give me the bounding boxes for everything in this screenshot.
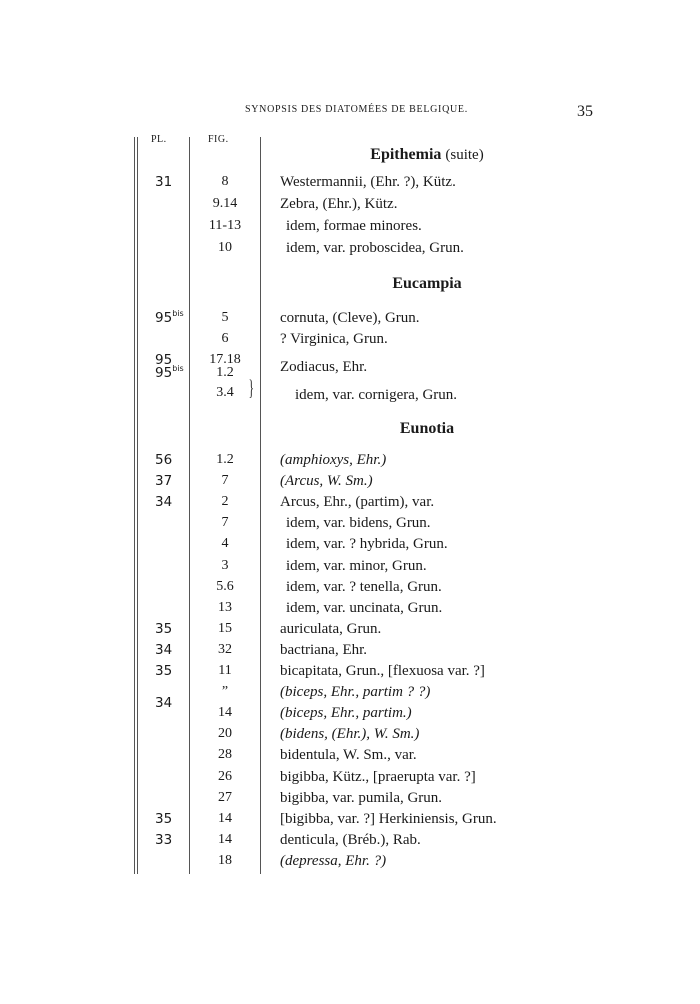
table-row [0,579,700,599]
table-row [0,558,700,578]
fig-value: 3 [221,557,229,573]
table-row [0,515,700,535]
fig-value: 15 [218,620,232,636]
pl-value [155,310,184,326]
table-row [0,310,700,330]
taxon-name: Arcus, Ehr., (partim), var. [280,494,435,511]
fig-value: 20 [218,726,232,742]
fig-value: 2 [221,494,229,510]
pl-superscript: bis [172,364,184,373]
taxon-name: (biceps, Ehr., partim.) [280,705,412,722]
taxon-name: Zodiacus, Ehr. [280,359,368,375]
section-heading-eunotia [262,420,592,438]
table-row [0,240,700,260]
taxon-name: (biceps, Ehr., partim ? ?) [280,684,431,701]
fig-value: 32 [218,641,232,657]
genus-name: Eucampia [392,275,462,292]
fig-value: 26 [218,768,232,784]
table-row [0,726,700,746]
brace-icon: } [248,375,254,400]
section-heading-epithemia [262,146,592,164]
fig-value: 7 [221,515,229,531]
pl-value: 33 [155,831,173,848]
pl-value: 35 [155,620,173,637]
fig-value: 14 [218,831,232,847]
fig-value: 10 [218,240,232,255]
taxon-name: bigibba, Kütz., [praerupta var. ?] [280,768,476,785]
fig-value: 14 [218,705,232,721]
pl-value: 34 [155,494,173,511]
fig-value: 5.6 [216,578,234,594]
page-number: 35 [577,103,593,120]
fig-value: 8 [221,174,229,189]
table-row [0,218,700,238]
table-row [0,790,700,810]
table-row [0,769,700,789]
fig-value: 5 [221,310,229,325]
fig-value: 4 [221,536,229,552]
fig-value: 3.4 [216,385,234,400]
pl-number: 95 [155,365,173,381]
table-row [0,695,700,725]
taxon-name: ? Virginica, Grun. [280,331,388,347]
taxon-name: cornuta, (Cleve), Grun. [280,310,420,326]
table-row [0,621,700,641]
column-header-fig: FIG. [208,134,229,145]
taxon-name: idem, var. ? tenella, Grun. [286,578,442,595]
taxon-name: bicapitata, Grun., [flexuosa var. ?] [280,663,485,679]
pl-number: 95 [155,310,173,326]
table-row [0,174,700,194]
fig-value: 27 [218,789,232,805]
table-row [0,642,700,662]
taxon-name: Zebra, (Ehr.), Kütz. [280,196,398,212]
table-row [0,452,700,472]
section-heading-eucampia [262,275,592,293]
taxon-name: auriculata, Grun. [280,620,382,637]
taxon-name: [bigibba, var. ?] Herkiniensis, Grun. [280,810,497,827]
genus-suffix: (suite) [445,147,484,163]
fig-value: 9.14 [212,196,238,211]
table-row [0,832,700,852]
taxon-name: (bidens, (Ehr.), W. Sm.) [280,726,420,743]
pl-value: 37 [155,473,173,490]
table-row [0,747,700,767]
pl-value [155,365,184,381]
table-row [0,196,700,216]
table-row [0,385,700,405]
pl-value: 31 [155,174,173,190]
pl-value: 56 [155,452,173,468]
table-row [0,494,700,514]
taxon-name: (depressa, Ehr. ?) [280,852,387,869]
taxon-name: idem, var. uncinata, Grun. [286,599,443,616]
fig-value: 6 [221,331,229,346]
taxon-name: Westermannii, (Ehr. ?), Kütz. [280,174,456,190]
taxon-name: (amphioxys, Ehr.) [280,452,387,468]
taxon-name: denticula, (Bréb.), Rab. [280,831,421,848]
fig-value: 17.18 [209,352,241,367]
fig-value: 13 [218,599,232,615]
fig-value: 14 [218,810,232,826]
table-row [0,331,700,351]
genus-name: Eunotia [399,420,455,437]
taxon-name: idem, var. ? hybrida, Grun. [286,536,448,553]
table-row [0,473,700,493]
taxon-name: idem, var. cornigera, Grun. [295,387,458,403]
fig-value: 18 [218,852,232,868]
fig-value: 7 [221,473,229,489]
fig-value: 1.2 [216,452,234,467]
fig-value: 1.2 [216,365,234,380]
taxon-name: idem, var. bidens, Grun. [286,515,431,532]
taxon-name: bidentula, W. Sm., var. [280,747,417,764]
table-row [0,811,700,831]
pl-value: 35 [155,810,173,827]
fig-value: 28 [218,747,232,763]
taxon-name: (Arcus, W. Sm.) [280,473,373,490]
pl-value: 95 [155,352,173,368]
taxon-name: idem, var. proboscidea, Grun. [286,240,464,256]
pl-value: 34 [155,695,173,712]
pl-value: 34 [155,641,173,658]
table-row [0,853,700,873]
taxon-name: bactriana, Ehr. [280,641,368,658]
table-row [0,663,700,683]
taxon-name: bigibba, var. pumila, Grun. [280,789,443,806]
fig-value: 11 [218,663,232,678]
fig-value: 11-13 [208,218,242,233]
table-row [0,684,700,704]
column-header-pl: PL. [151,134,167,145]
running-title: SYNOPSIS DES DIATOMÉES DE BELGIQUE. [245,104,468,115]
pl-superscript: bis [172,309,184,318]
genus-name: Epithemia [370,146,442,163]
table-row [0,365,700,385]
fig-value: ” [221,684,229,700]
taxon-name: idem, formae minores. [286,218,422,234]
table-row [0,536,700,556]
table-row [0,600,700,620]
taxon-name: idem, var. minor, Grun. [286,557,427,574]
pl-value: 35 [155,663,173,679]
